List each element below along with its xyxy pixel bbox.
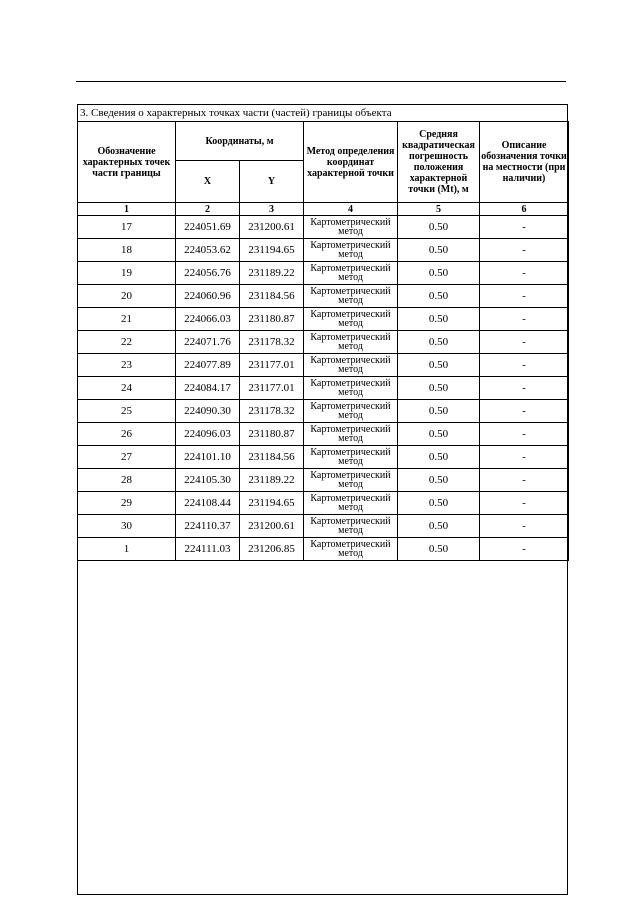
- point-cell: 25: [78, 400, 176, 423]
- table-row: [78, 377, 569, 400]
- error-cell: 0.50: [398, 308, 480, 331]
- point-cell: 27: [78, 446, 176, 469]
- table-row: [78, 423, 569, 446]
- method-cell: Картометрический метод: [304, 515, 398, 538]
- x-cell: 224111.03: [176, 538, 240, 561]
- header-y: Y: [240, 161, 304, 203]
- column-number: 6: [480, 203, 569, 216]
- y-cell: 231184.56: [240, 285, 304, 308]
- point-cell: 22: [78, 331, 176, 354]
- point-cell: 20: [78, 285, 176, 308]
- table-row: [78, 216, 569, 239]
- header-coordinates: Координаты, м: [176, 122, 304, 161]
- y-cell: 231189.22: [240, 262, 304, 285]
- table-row: [78, 515, 569, 538]
- point-cell: 17: [78, 216, 176, 239]
- table-row: [78, 354, 569, 377]
- method-cell: Картометрический метод: [304, 262, 398, 285]
- point-cell: 18: [78, 239, 176, 262]
- error-cell: 0.50: [398, 331, 480, 354]
- section-frame: [77, 104, 568, 895]
- description-cell: -: [480, 377, 569, 400]
- method-cell: Картометрический метод: [304, 308, 398, 331]
- method-cell: Картометрический метод: [304, 423, 398, 446]
- point-cell: 19: [78, 262, 176, 285]
- x-cell: 224053.62: [176, 239, 240, 262]
- column-number: 4: [304, 203, 398, 216]
- x-cell: 224105.30: [176, 469, 240, 492]
- method-cell: Картометрический метод: [304, 538, 398, 561]
- error-cell: 0.50: [398, 469, 480, 492]
- error-cell: 0.50: [398, 492, 480, 515]
- table-row: [78, 469, 569, 492]
- y-cell: 231180.87: [240, 423, 304, 446]
- description-cell: -: [480, 446, 569, 469]
- table-row: [78, 308, 569, 331]
- section-title: 3. Сведения о характерных точках части (частей) границы объекта: [80, 107, 392, 119]
- x-cell: 224090.30: [176, 400, 240, 423]
- header-description: Описание обозначения точки на местности (при наличии): [480, 122, 569, 203]
- method-cell: Картометрический метод: [304, 469, 398, 492]
- y-cell: 231194.65: [240, 239, 304, 262]
- point-cell: 23: [78, 354, 176, 377]
- error-cell: 0.50: [398, 446, 480, 469]
- error-cell: 0.50: [398, 515, 480, 538]
- table-row: [78, 400, 569, 423]
- description-cell: -: [480, 331, 569, 354]
- y-cell: 231194.65: [240, 492, 304, 515]
- y-cell: 231189.22: [240, 469, 304, 492]
- description-cell: -: [480, 423, 569, 446]
- y-cell: 231177.01: [240, 377, 304, 400]
- header-x: X: [176, 161, 240, 203]
- x-cell: 224084.17: [176, 377, 240, 400]
- x-cell: 224056.76: [176, 262, 240, 285]
- y-cell: 231206.85: [240, 538, 304, 561]
- point-cell: 24: [78, 377, 176, 400]
- table-row: [78, 285, 569, 308]
- point-cell: 26: [78, 423, 176, 446]
- header-method: Метод определения координат характерной точки: [304, 122, 398, 203]
- method-cell: Картометрический метод: [304, 285, 398, 308]
- x-cell: 224110.37: [176, 515, 240, 538]
- y-cell: 231178.32: [240, 400, 304, 423]
- method-cell: Картометрический метод: [304, 492, 398, 515]
- x-cell: 224101.10: [176, 446, 240, 469]
- table-row: [78, 446, 569, 469]
- y-cell: 231178.32: [240, 331, 304, 354]
- method-cell: Картометрический метод: [304, 377, 398, 400]
- error-cell: 0.50: [398, 400, 480, 423]
- x-cell: 224108.44: [176, 492, 240, 515]
- method-cell: Картометрический метод: [304, 400, 398, 423]
- x-cell: 224077.89: [176, 354, 240, 377]
- method-cell: Картометрический метод: [304, 216, 398, 239]
- error-cell: 0.50: [398, 285, 480, 308]
- error-cell: 0.50: [398, 538, 480, 561]
- description-cell: -: [480, 308, 569, 331]
- error-cell: 0.50: [398, 239, 480, 262]
- error-cell: 0.50: [398, 262, 480, 285]
- column-number: 3: [240, 203, 304, 216]
- error-cell: 0.50: [398, 216, 480, 239]
- table-row: [78, 538, 569, 561]
- description-cell: -: [480, 492, 569, 515]
- y-cell: 231200.61: [240, 515, 304, 538]
- description-cell: -: [480, 285, 569, 308]
- column-number-row: [78, 203, 569, 216]
- description-cell: -: [480, 354, 569, 377]
- header-rule: [76, 81, 566, 82]
- description-cell: -: [480, 469, 569, 492]
- header-error: Средняя квадратическая погрешность положения характерной точки (Mt), м: [398, 122, 480, 203]
- point-cell: 1: [78, 538, 176, 561]
- method-cell: Картометрический метод: [304, 354, 398, 377]
- column-number: 1: [78, 203, 176, 216]
- description-cell: -: [480, 239, 569, 262]
- y-cell: 231200.61: [240, 216, 304, 239]
- method-cell: Картометрический метод: [304, 446, 398, 469]
- point-cell: 29: [78, 492, 176, 515]
- point-cell: 21: [78, 308, 176, 331]
- description-cell: -: [480, 400, 569, 423]
- x-cell: 224060.96: [176, 285, 240, 308]
- column-number: 2: [176, 203, 240, 216]
- x-cell: 224051.69: [176, 216, 240, 239]
- x-cell: 224071.76: [176, 331, 240, 354]
- description-cell: -: [480, 216, 569, 239]
- table-row: [78, 492, 569, 515]
- description-cell: -: [480, 538, 569, 561]
- y-cell: 231184.56: [240, 446, 304, 469]
- method-cell: Картометрический метод: [304, 239, 398, 262]
- error-cell: 0.50: [398, 423, 480, 446]
- x-cell: 224066.03: [176, 308, 240, 331]
- table-row: [78, 262, 569, 285]
- header-designation: Обозначение характерных точек части границы: [78, 122, 176, 203]
- point-cell: 28: [78, 469, 176, 492]
- error-cell: 0.50: [398, 377, 480, 400]
- method-cell: Картометрический метод: [304, 331, 398, 354]
- column-number: 5: [398, 203, 480, 216]
- description-cell: -: [480, 262, 569, 285]
- y-cell: 231177.01: [240, 354, 304, 377]
- table-row: [78, 331, 569, 354]
- x-cell: 224096.03: [176, 423, 240, 446]
- error-cell: 0.50: [398, 354, 480, 377]
- y-cell: 231180.87: [240, 308, 304, 331]
- points-table: [77, 121, 569, 561]
- description-cell: -: [480, 515, 569, 538]
- point-cell: 30: [78, 515, 176, 538]
- table-row: [78, 239, 569, 262]
